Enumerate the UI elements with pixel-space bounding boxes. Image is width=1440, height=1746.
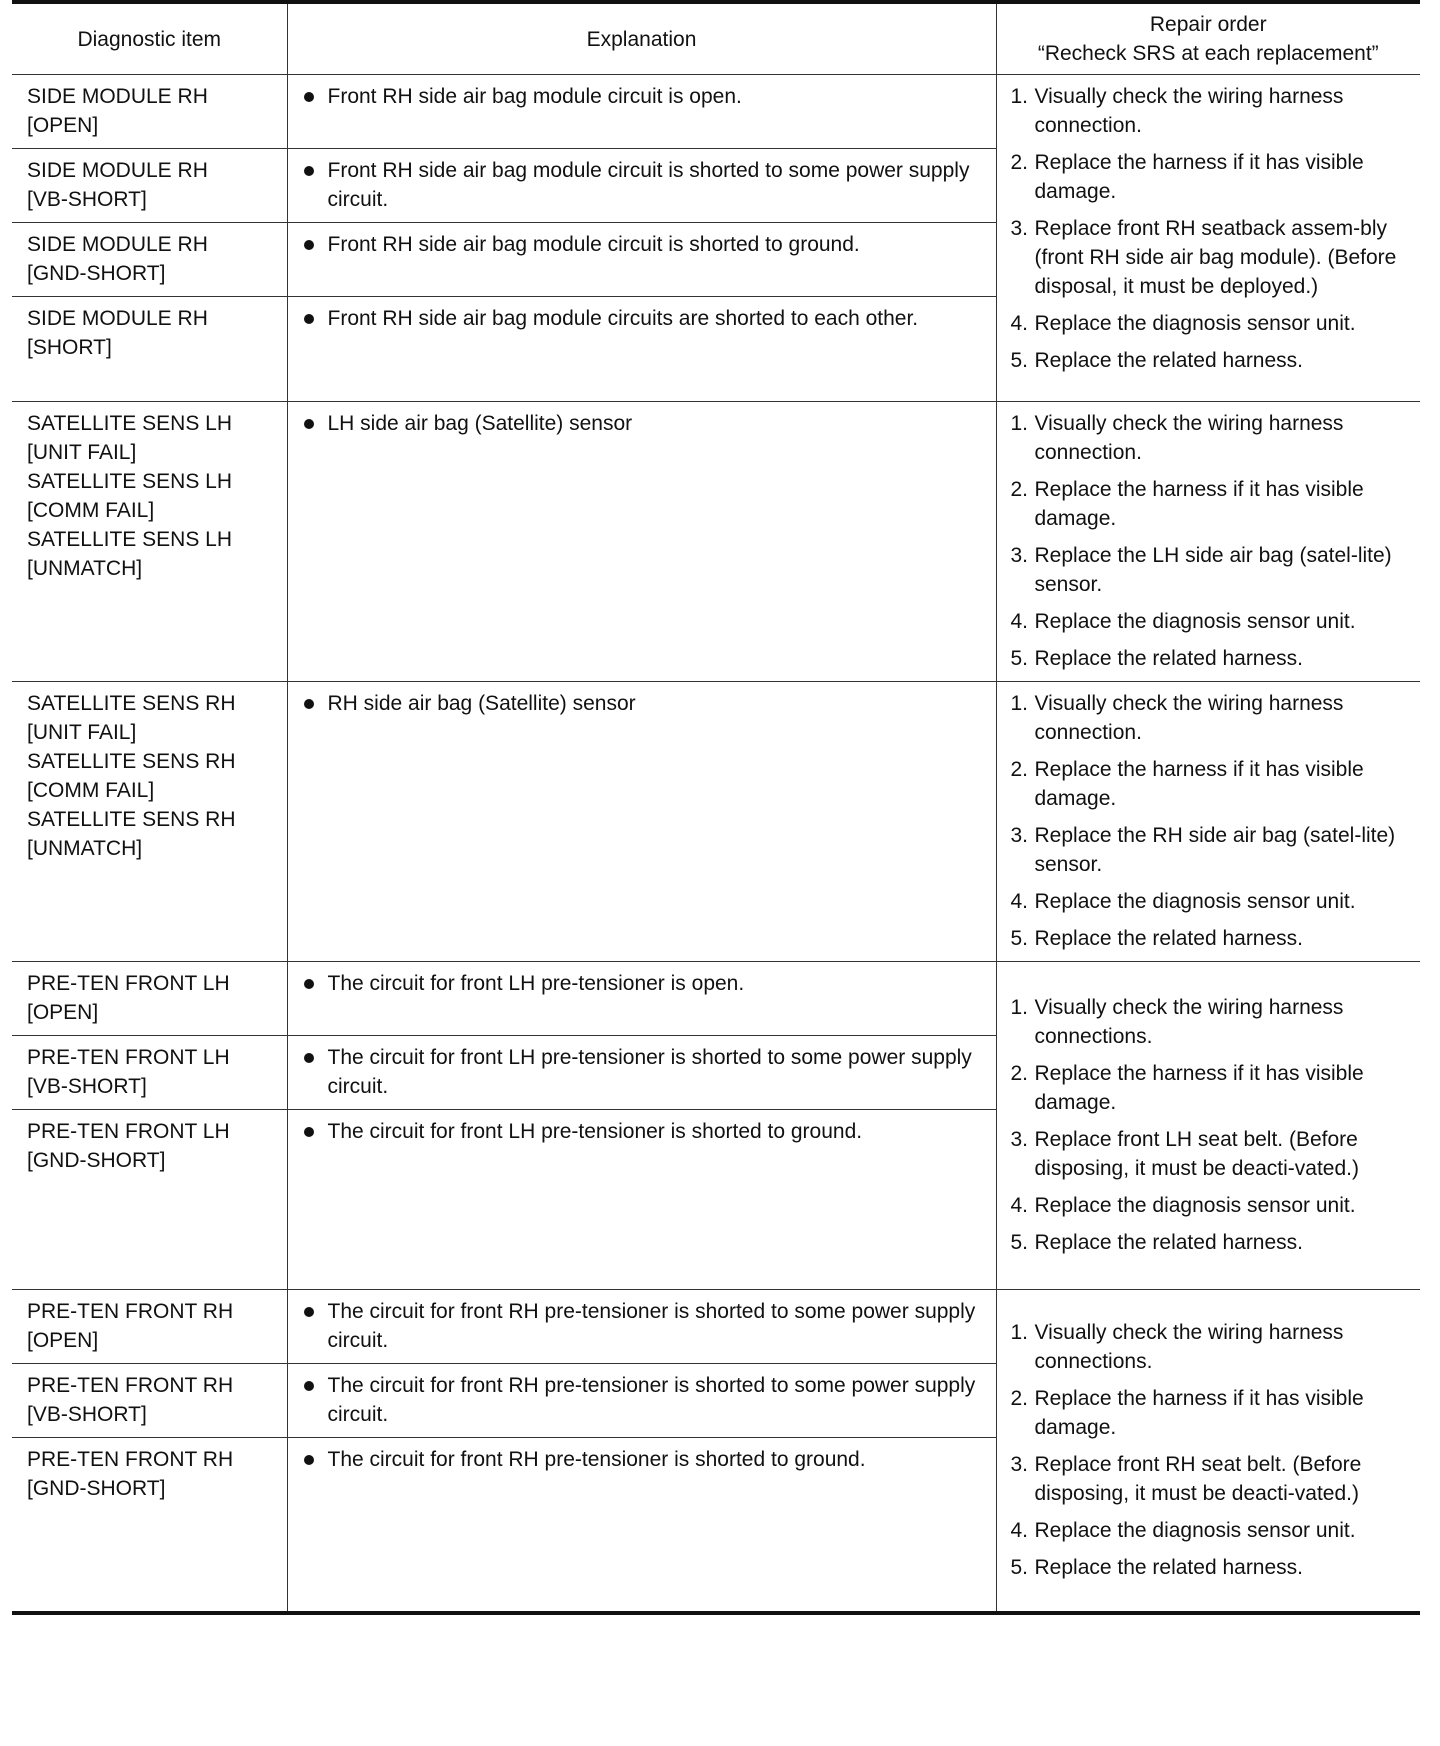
repair-step: 1. Visually check the wiring harness connection. [1010, 412, 1344, 464]
repair-step: 5. Replace the related harness. [1010, 927, 1303, 950]
repair-step: 4. Replace the diagnosis sensor unit. [1010, 1194, 1356, 1217]
explanation-bullet: The circuit for front LH pre-tensioner is open. [304, 969, 988, 998]
repair-order-cell [996, 402, 1420, 682]
explanation-bullet: Front RH side air bag module circuit is shorted to ground. [304, 230, 988, 259]
explanation-bullet: RH side air bag (Satellite) sensor [304, 689, 988, 718]
repair-step: 2. Replace the harness if it has visible damage. [1010, 1386, 1364, 1439]
repair-order-cell [996, 1290, 1420, 1613]
repair-step: 2. Replace the harness if it has visible damage. [1010, 758, 1364, 810]
explanation-bullet: Front RH side air bag module circuit is open. [304, 82, 988, 111]
header-repair-order-title: Repair order [1149, 13, 1267, 36]
repair-step: 5. Replace the related harness. [1010, 1555, 1303, 1579]
table-row [12, 402, 1420, 682]
diagnostic-item-cell: SIDE MODULE RH [GND-SHORT] [12, 223, 287, 297]
diagnostic-item-cell: SIDE MODULE RH [SHORT] [12, 297, 287, 402]
repair-step: 3. Replace front RH seat belt. (Before disposing, it must be deacti-vated.) [1010, 1452, 1362, 1505]
diagnostic-item-cell: PRE-TEN FRONT LH [VB-SHORT] [12, 1036, 287, 1110]
repair-step: 3. Replace front RH seatback assem-bly (front RH side air bag module). (Before disposal, it must be deployed.) [1010, 217, 1397, 298]
explanation-bullet: The circuit for front LH pre-tensioner is shorted to ground. [304, 1117, 988, 1146]
diagnostic-item-cell: SATELLITE SENS RH [UNIT FAIL] SATELLITE SENS RH [COMM FAIL] SATELLITE SENS RH [UNMATCH] [12, 682, 287, 962]
diagnostic-item-cell: SIDE MODULE RH [VB-SHORT] [12, 149, 287, 223]
explanation-bullet: The circuit for front RH pre-tensioner is shorted to some power supply circuit. [304, 1371, 988, 1429]
table-header-row [12, 2, 1420, 75]
repair-step: 4. Replace the diagnosis sensor unit. [1010, 890, 1356, 913]
repair-order-cell [996, 75, 1420, 402]
explanation-cell [287, 297, 996, 402]
diagnostic-table [12, 0, 1420, 1615]
explanation-bullet: LH side air bag (Satellite) sensor [304, 409, 988, 438]
repair-step: 5. Replace the related harness. [1010, 349, 1303, 372]
diagnostic-item-cell: PRE-TEN FRONT LH [GND-SHORT] [12, 1110, 287, 1290]
repair-step: 2. Replace the harness if it has visible damage. [1010, 478, 1364, 530]
table-row [12, 1290, 1420, 1364]
repair-step: 2. Replace the harness if it has visible damage. [1010, 151, 1364, 203]
explanation-cell [287, 1290, 996, 1364]
explanation-cell [287, 1364, 996, 1438]
repair-step: 1. Visually check the wiring harness connections. [1010, 1320, 1344, 1373]
diagnostic-item-cell: PRE-TEN FRONT LH [OPEN] [12, 962, 287, 1036]
document-page [12, 0, 1420, 1615]
explanation-bullet: Front RH side air bag module circuit is shorted to some power supply circuit. [304, 156, 988, 214]
diagnostic-item-cell: SIDE MODULE RH [OPEN] [12, 75, 287, 149]
diagnostic-item-cell: SATELLITE SENS LH [UNIT FAIL] SATELLITE SENS LH [COMM FAIL] SATELLITE SENS LH [UNMATCH] [12, 402, 287, 682]
header-explanation: Explanation [287, 2, 996, 75]
explanation-cell [287, 682, 996, 962]
header-repair-order [996, 2, 1420, 75]
repair-steps [1011, 409, 1413, 673]
explanation-cell [287, 1110, 996, 1290]
explanation-cell [287, 962, 996, 1036]
explanation-cell [287, 149, 996, 223]
repair-steps [1011, 993, 1413, 1257]
diagnostic-item-cell: PRE-TEN FRONT RH [GND-SHORT] [12, 1438, 287, 1613]
repair-step: 4. Replace the diagnosis sensor unit. [1010, 1518, 1356, 1542]
explanation-bullet: The circuit for front RH pre-tensioner is shorted to some power supply circuit. [304, 1297, 988, 1355]
repair-steps [1011, 1318, 1413, 1582]
repair-step: 5. Replace the related harness. [1010, 647, 1303, 670]
explanation-bullet: The circuit for front RH pre-tensioner is shorted to ground. [304, 1445, 988, 1474]
explanation-bullet: The circuit for front LH pre-tensioner is shorted to some power supply circuit. [304, 1043, 988, 1101]
repair-step: 4. Replace the diagnosis sensor unit. [1010, 312, 1356, 335]
repair-step: 5. Replace the related harness. [1010, 1231, 1303, 1254]
explanation-bullet: Front RH side air bag module circuits are shorted to each other. [304, 304, 988, 333]
diagnostic-item-cell: PRE-TEN FRONT RH [VB-SHORT] [12, 1364, 287, 1438]
repair-step: 3. Replace the RH side air bag (satel-lite) sensor. [1010, 824, 1396, 876]
header-repair-order-note: “Recheck SRS at each replacement” [1037, 42, 1379, 65]
repair-step: 3. Replace front LH seat belt. (Before disposing, it must be deacti-vated.) [1010, 1128, 1359, 1180]
repair-step: 3. Replace the LH side air bag (satel-lite) sensor. [1010, 544, 1392, 596]
repair-step: 1. Visually check the wiring harness connections. [1010, 996, 1344, 1048]
repair-steps [1011, 82, 1413, 375]
repair-step: 1. Visually check the wiring harness connection. [1010, 85, 1344, 137]
repair-order-cell [996, 962, 1420, 1290]
explanation-cell [287, 402, 996, 682]
repair-step: 2. Replace the harness if it has visible damage. [1010, 1062, 1364, 1114]
explanation-cell [287, 75, 996, 149]
table-row [12, 682, 1420, 962]
repair-steps [1011, 689, 1413, 953]
table-row [12, 75, 1420, 149]
table-row [12, 962, 1420, 1036]
explanation-cell [287, 1438, 996, 1613]
repair-step: 1. Visually check the wiring harness connection. [1010, 692, 1344, 744]
explanation-cell [287, 1036, 996, 1110]
diagnostic-item-cell: PRE-TEN FRONT RH [OPEN] [12, 1290, 287, 1364]
explanation-cell [287, 223, 996, 297]
repair-order-cell [996, 682, 1420, 962]
repair-step: 4. Replace the diagnosis sensor unit. [1010, 610, 1356, 633]
header-diagnostic-item: Diagnostic item [12, 2, 287, 75]
